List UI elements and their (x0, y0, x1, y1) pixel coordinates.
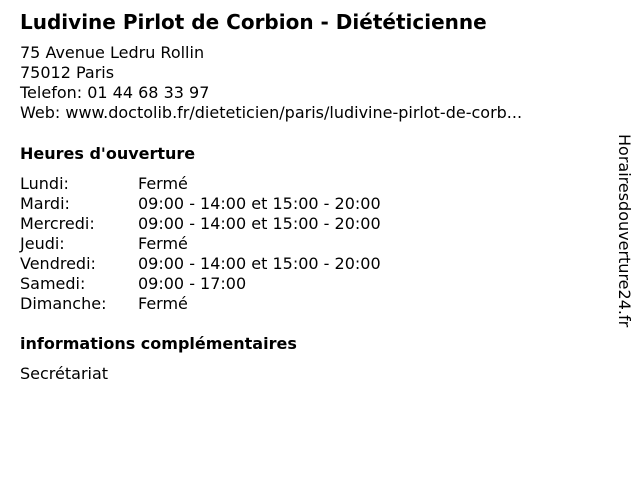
day-label: Dimanche: (20, 294, 107, 313)
additional-info-heading: informations complémentaires (20, 334, 297, 353)
hours-row-friday (20, 254, 381, 274)
day-label: Vendredi: (20, 254, 96, 273)
day-hours: Fermé (138, 294, 188, 313)
side-brand-label: Horairesdouverture24.fr (615, 134, 634, 328)
hours-row-tuesday (20, 194, 381, 214)
opening-hours-table (20, 174, 381, 314)
hours-row-sunday (20, 294, 381, 314)
day-label: Mardi: (20, 194, 70, 213)
address-city: 75012 Paris (20, 63, 115, 82)
contact-block (20, 43, 522, 123)
hours-row-thursday (20, 234, 381, 254)
hours-row-saturday (20, 274, 381, 294)
day-label: Jeudi: (20, 234, 65, 253)
day-hours: 09:00 - 17:00 (138, 274, 247, 293)
day-hours: 09:00 - 14:00 et 15:00 - 20:00 (138, 194, 381, 213)
address-street: 75 Avenue Ledru Rollin (20, 43, 205, 62)
additional-info-text: Secrétariat (20, 364, 109, 383)
hours-row-wednesday (20, 214, 381, 234)
day-hours: 09:00 - 14:00 et 15:00 - 20:00 (138, 214, 381, 233)
day-hours: Fermé (138, 234, 188, 253)
day-label: Mercredi: (20, 214, 95, 233)
hours-row-monday (20, 174, 381, 194)
day-label: Samedi: (20, 274, 86, 293)
day-hours: Fermé (138, 174, 188, 193)
website-link[interactable]: Web: www.doctolib.fr/dieteticien/paris/ludivine-pirlot-de-corb... (20, 103, 523, 122)
day-label: Lundi: (20, 174, 69, 193)
phone-number[interactable]: Telefon: 01 44 68 33 97 (20, 83, 210, 102)
business-title: Ludivine Pirlot de Corbion - Diététicienne (20, 10, 487, 34)
opening-hours-heading: Heures d'ouverture (20, 144, 196, 163)
day-hours: 09:00 - 14:00 et 15:00 - 20:00 (138, 254, 381, 273)
